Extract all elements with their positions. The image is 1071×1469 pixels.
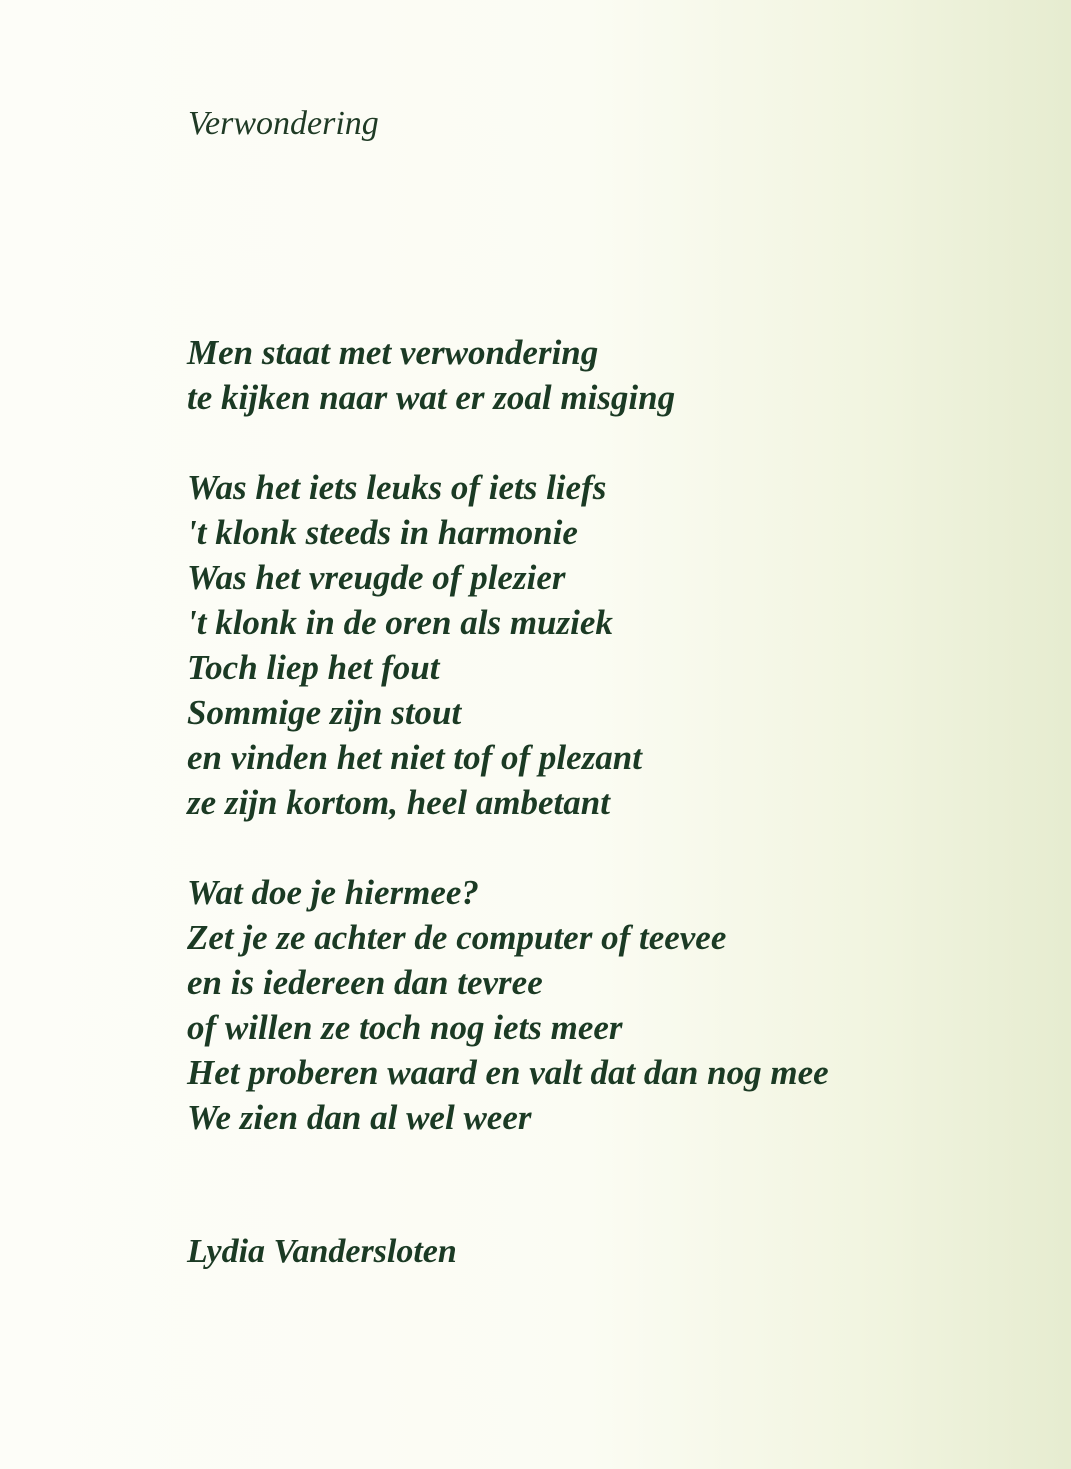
author-signature: Lydia Vandersloten (187, 1233, 457, 1270)
poem-title: Verwondering (188, 105, 379, 142)
stanza-2 (187, 465, 642, 825)
poem-line: 't klonk in de oren als muziek (187, 603, 613, 642)
poem-line: Het proberen waard en valt dat dan nog mee (187, 1053, 829, 1092)
poem-line: Zet je ze achter de computer of teevee (187, 918, 727, 957)
stanza-3 (187, 870, 829, 1140)
poem-line: of willen ze toch nog iets meer (187, 1008, 623, 1047)
poem-line: en vinden het niet tof of plezant (187, 738, 642, 777)
poem-line: Was het vreugde of plezier (187, 558, 566, 597)
poem-line: Toch liep het fout (187, 648, 440, 687)
poem-line: ze zijn kortom, heel ambetant (187, 783, 610, 822)
poem-line: We zien dan al wel weer (187, 1098, 532, 1137)
poem-line: 't klonk steeds in harmonie (187, 513, 578, 552)
poem-line: Sommige zijn stout (187, 693, 462, 732)
poem-line: te kijken naar wat er zoal misging (187, 378, 676, 417)
stanza-1 (187, 330, 675, 420)
poem-line: en is iedereen dan tevree (187, 963, 543, 1002)
poem-line: Wat doe je hiermee? (187, 873, 479, 912)
poem-line: Men staat met verwondering (187, 333, 599, 372)
poem-line: Was het iets leuks of iets liefs (187, 468, 607, 507)
